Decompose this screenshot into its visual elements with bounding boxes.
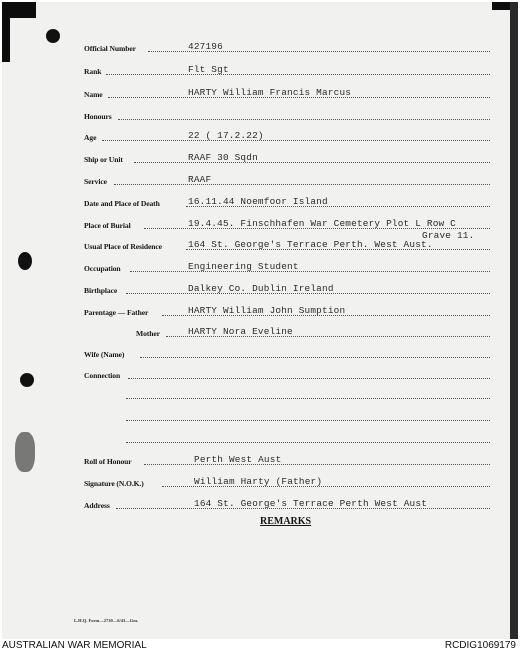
mother-value: HARTY Nora Eveline [188,326,293,337]
service-value: RAAF [188,174,212,185]
blank-line [126,420,490,421]
father-value: HARTY William John Sumption [188,305,346,316]
row-service [2,174,518,188]
row-roll-of-honour [2,454,518,468]
roll-of-honour-label: Roll of Honour [84,457,132,466]
occupation-value: Engineering Student [188,261,299,272]
official-number-value: 427196 [188,41,223,52]
row-age [2,130,518,144]
residence-label: Usual Place of Residence [84,242,162,251]
age-label: Age [84,133,97,142]
row-name [2,87,518,101]
address-label: Address [84,501,110,510]
name-label: Name [84,90,103,99]
death-label: Date and Place of Death [84,199,160,208]
row-honours [2,109,518,123]
address-value: 164 St. George's Terrace Perth West Aust [194,498,428,509]
dotted-line [106,74,490,75]
name-value: HARTY William Francis Marcus [188,87,352,98]
row-death [2,196,518,210]
archive-footer [0,639,520,654]
ship-or-unit-label: Ship or Unit [84,155,123,164]
age-value: 22 ( 17.2.22) [188,130,264,141]
occupation-label: Occupation [84,264,121,273]
birthplace-label: Birthplace [84,286,118,295]
row-rank [2,64,518,78]
row-mother [2,326,518,340]
row-occupation [2,261,518,275]
form-code: L.H.Q. Form—2730—6/43—Gm. [74,618,139,623]
row-birthplace [2,283,518,297]
row-ship-or-unit [2,152,518,166]
honours-label: Honours [84,112,112,121]
birthplace-value: Dalkey Co. Dublin Ireland [188,283,334,294]
archive-name: AUSTRALIAN WAR MEMORIAL [2,640,147,651]
dotted-line [118,119,490,120]
roll-of-honour-value: Perth West Aust [194,454,282,465]
ship-or-unit-value: RAAF 30 Sqdn [188,152,258,163]
dotted-line [102,140,490,141]
service-label: Service [84,177,107,186]
document-id: RCDIG1069179 [444,640,516,651]
residence-value: 164 St. George's Terrace Perth. West Aust. [188,239,433,250]
dotted-line [128,378,490,379]
official-number-label: Official Number [84,44,136,53]
row-father [2,305,518,319]
remarks-heading: REMARKS [260,516,312,527]
row-residence [2,239,518,253]
dotted-line [140,357,490,358]
dotted-line [130,271,490,272]
row-wife [2,347,518,361]
dotted-line [114,184,490,185]
father-label: Parentage — Father [84,308,149,317]
death-value: 16.11.44 Noemfoor Island [188,196,328,207]
mother-label: Mother [136,329,160,338]
burial-value: 19.4.45. Finschhafen War Cemetery Plot L Row C [188,218,456,229]
blank-line [126,398,490,399]
record-card [2,2,518,639]
burial-annotation: Grave 11. [422,230,475,241]
blank-line [126,442,490,443]
signature-value: William Harty (Father) [194,476,323,487]
rank-label: Rank [84,67,102,76]
burial-label: Place of Burial [84,221,131,230]
signature-label: Signature (N.O.K.) [84,479,144,488]
row-address [2,498,518,512]
connection-label: Connection [84,371,121,380]
row-connection [2,368,518,382]
rank-value: Flt Sgt [188,64,229,75]
row-burial [2,218,518,241]
wife-label: Wife (Name) [84,350,125,359]
row-official-number [2,41,518,55]
row-signature [2,476,518,490]
